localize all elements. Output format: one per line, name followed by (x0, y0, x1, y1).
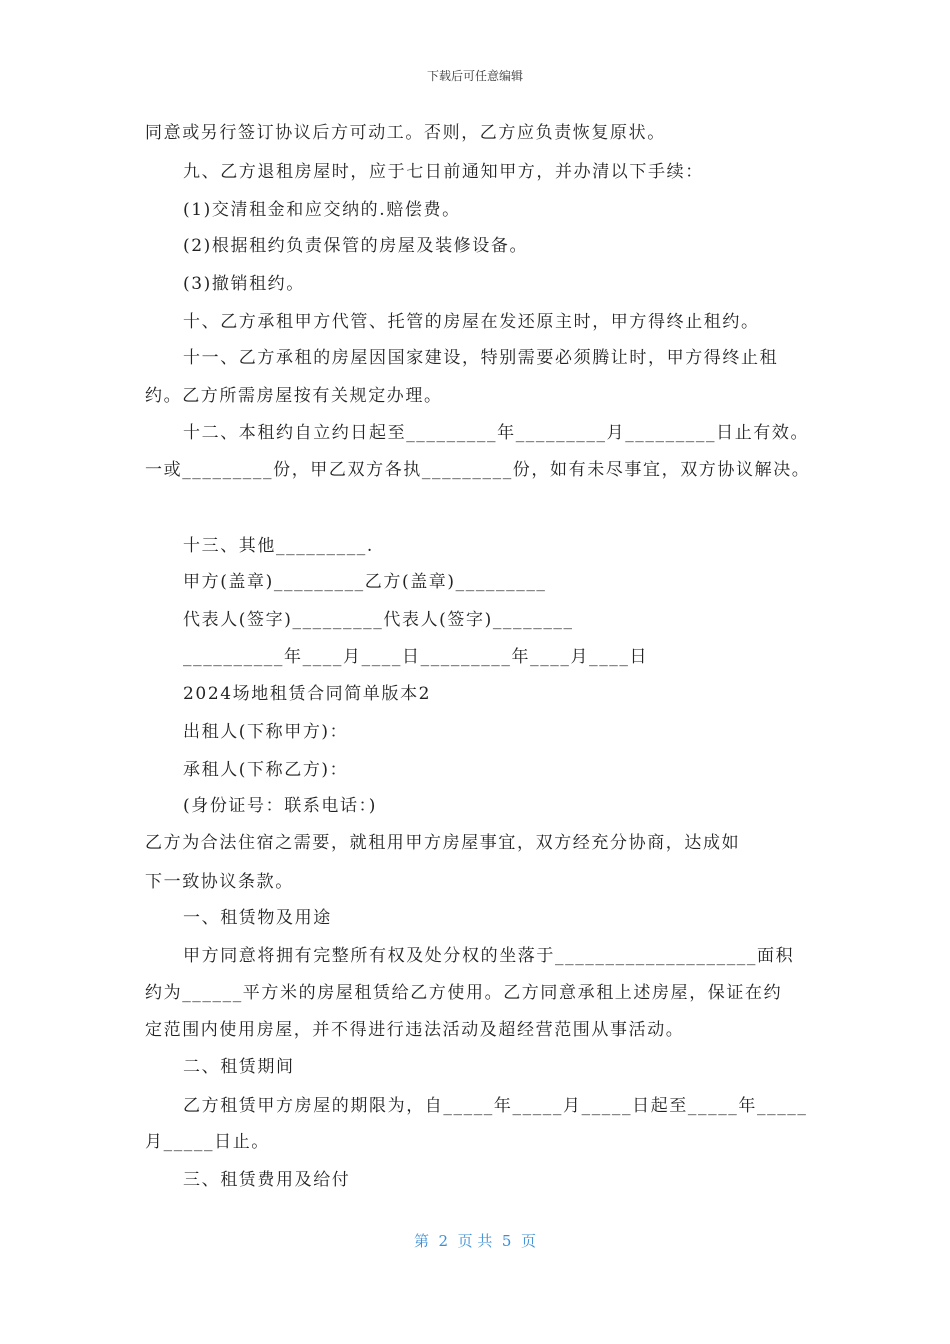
text-line: 同意或另行签订协议后方可动工。否则，乙方应负责恢复原状。 (145, 123, 666, 143)
text-line: 一、租赁物及用途 (183, 908, 332, 928)
text-line: 约。乙方所需房屋按有关规定办理。 (145, 386, 443, 406)
text-line: 十三、其他_________. (183, 536, 374, 556)
text-line: (1)交清租金和应交纳的.赔偿费。 (183, 200, 461, 220)
text-line: 十二、本租约自立约日起至_________年_________月_________日止有效。 (183, 423, 810, 443)
text-line: 十、乙方承租甲方代管、托管的房屋在发还原主时，甲方得终止租约。 (183, 312, 760, 332)
text-line: 定范围内使用房屋，并不得进行违法活动及超经营范围从事活动。 (145, 1020, 685, 1040)
text-line: 二、租赁期间 (183, 1057, 295, 1077)
text-line: 甲方(盖章)_________乙方(盖章)_________ (183, 572, 547, 592)
text-line: 出租人(下称甲方)： (183, 722, 349, 742)
text-line: 十一、乙方承租的房屋因国家建设，特别需要必须腾让时，甲方得终止租 (183, 348, 779, 368)
text-line: 下一致协议条款。 (145, 872, 294, 892)
page-header: 下载后可任意编辑 (426, 69, 523, 83)
text-line: 乙方租赁甲方房屋的期限为，自_____年_____月_____日起至_____年_____ (183, 1096, 808, 1116)
text-line: 一或_________份，甲乙双方各执_________份，如有未尽事宜，双方协议解决。 (145, 460, 811, 480)
text-line: 2024场地租赁合同简单版本2 (183, 684, 432, 704)
text-line: 三、租赁费用及给付 (183, 1170, 351, 1190)
page-footer: 第 2 页 共 5 页 (414, 1232, 536, 1250)
text-line: (身份证号：联系电话：) (183, 796, 377, 816)
text-line: __________年____月____日_________年____月____日 (183, 647, 649, 667)
text-line: (2)根据租约负责保管的房屋及装修设备。 (183, 236, 529, 256)
text-line: 乙方为合法住宿之需要，就租用甲方房屋事宜，双方经充分协商，达成如 (145, 833, 741, 853)
text-line: 月_____日止。 (145, 1132, 270, 1152)
text-line: 九、乙方退租房屋时，应于七日前通知甲方，并办清以下手续： (183, 162, 704, 182)
text-line: 甲方同意将拥有完整所有权及处分权的坐落于____________________面积 (183, 946, 795, 966)
text-line: 承租人(下称乙方)： (183, 760, 349, 780)
text-line: (3)撤销租约。 (183, 274, 305, 294)
text-line: 代表人(签字)_________代表人(签字)________ (183, 610, 574, 630)
text-line: 约为______平方米的房屋租赁给乙方使用。乙方同意承租上述房屋，保证在约 (145, 983, 783, 1003)
